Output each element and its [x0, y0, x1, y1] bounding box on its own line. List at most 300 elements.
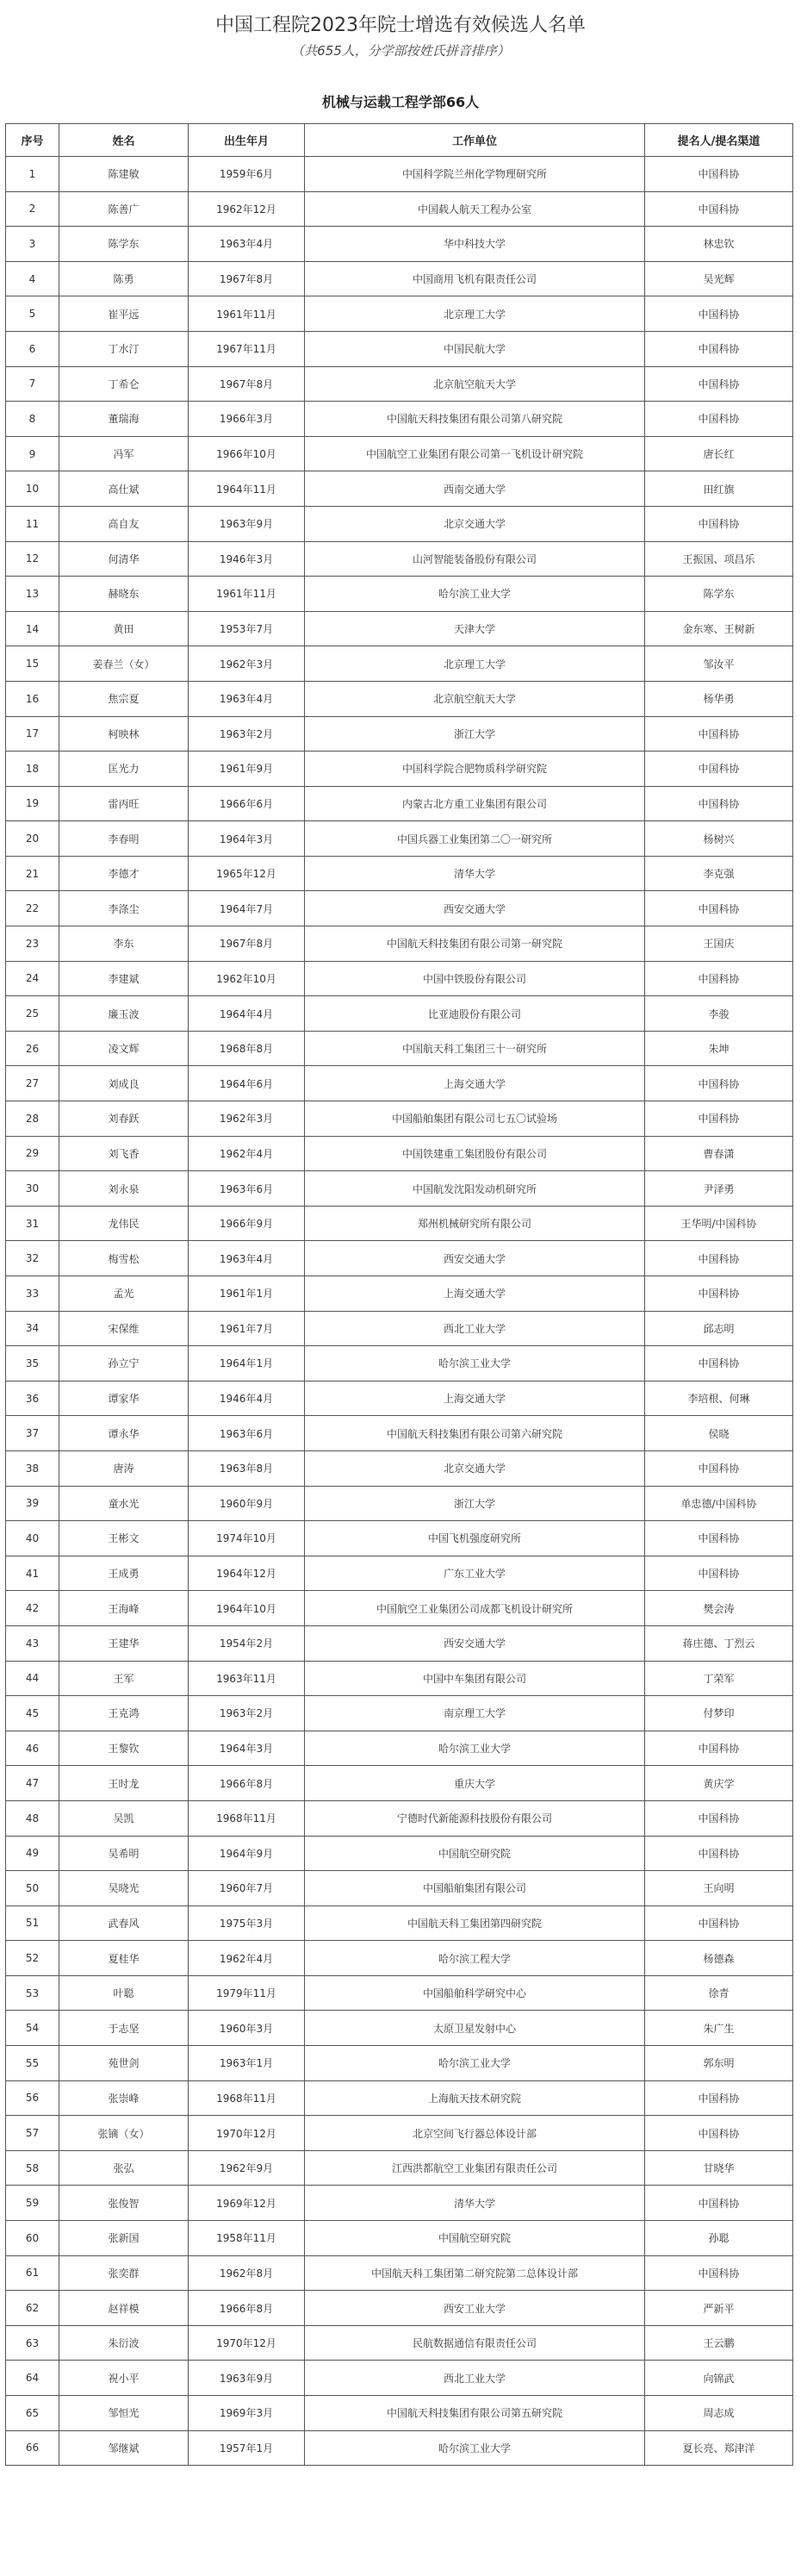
- cell-nominator: 邹汝平: [645, 646, 793, 682]
- cell-name: 谭永华: [59, 1416, 189, 1451]
- cell-index: 52: [6, 1941, 59, 1976]
- cell-index: 33: [6, 1276, 59, 1312]
- cell-index: 23: [6, 926, 59, 962]
- cell-birth: 1962年4月: [189, 1136, 305, 1171]
- cell-nominator: 中国科协: [645, 786, 793, 821]
- cell-unit: 上海交通大学: [305, 1276, 645, 1312]
- table-row: [6, 2396, 793, 2431]
- table-row: [6, 716, 793, 752]
- cell-index: 22: [6, 891, 59, 926]
- cell-index: 56: [6, 2080, 59, 2116]
- cell-index: 64: [6, 2361, 59, 2396]
- cell-birth: 1965年12月: [189, 856, 305, 891]
- cell-birth: 1966年9月: [189, 1206, 305, 1241]
- cell-name: 祝小平: [59, 2361, 189, 2396]
- cell-index: 11: [6, 506, 59, 541]
- table-row: [6, 856, 793, 891]
- cell-birth: 1962年3月: [189, 1101, 305, 1137]
- cell-name: 邹恒光: [59, 2396, 189, 2431]
- table-row: [6, 821, 793, 857]
- cell-name: 焦宗夏: [59, 681, 189, 716]
- cell-unit: 中国航天科技集团有限公司第五研究院: [305, 2396, 645, 2431]
- cell-index: 10: [6, 471, 59, 507]
- cell-birth: 1957年1月: [189, 2430, 305, 2466]
- cell-name: 梅雪松: [59, 1241, 189, 1276]
- cell-nominator: 中国科协: [645, 891, 793, 926]
- cell-birth: 1963年9月: [189, 2361, 305, 2396]
- cell-index: 7: [6, 366, 59, 402]
- page-subtitle: （共655人，分学部按姓氏拼音排序）: [291, 43, 510, 59]
- table-row: [6, 366, 793, 402]
- cell-birth: 1966年6月: [189, 786, 305, 821]
- cell-unit: 北京空间飞行器总体设计部: [305, 2116, 645, 2151]
- cell-name: 孙立宁: [59, 1346, 189, 1382]
- table-row: [6, 646, 793, 682]
- cell-unit: 广东工业大学: [305, 1556, 645, 1591]
- cell-nominator: 中国科协: [645, 2080, 793, 2116]
- cell-nominator: 蒋庄德、丁烈云: [645, 1625, 793, 1661]
- cell-nominator: 郭东明: [645, 2046, 793, 2081]
- page-title: 中国工程院2023年院士增选有效候选人名单: [215, 15, 586, 36]
- cell-unit: 中国船舶科学研究中心: [305, 1975, 645, 2011]
- cell-name: 王建华: [59, 1625, 189, 1661]
- cell-unit: 北京航空航天大学: [305, 681, 645, 716]
- cell-name: 龙伟民: [59, 1206, 189, 1241]
- cell-name: 陈学东: [59, 227, 189, 262]
- cell-birth: 1961年1月: [189, 1276, 305, 1312]
- cell-index: 2: [6, 191, 59, 227]
- table-row: [6, 891, 793, 926]
- cell-nominator: 中国科协: [645, 752, 793, 787]
- cell-index: 43: [6, 1625, 59, 1661]
- cell-name: 谭家华: [59, 1381, 189, 1416]
- cell-name: 陈勇: [59, 261, 189, 296]
- cell-nominator: 中国科协: [645, 296, 793, 332]
- cell-birth: 1954年2月: [189, 1625, 305, 1661]
- cell-unit: 山河智能装备股份有限公司: [305, 541, 645, 577]
- cell-birth: 1946年4月: [189, 1381, 305, 1416]
- cell-name: 唐涛: [59, 1450, 189, 1486]
- cell-nominator: 王云鹏: [645, 2325, 793, 2361]
- table-row: [6, 1416, 793, 1451]
- cell-birth: 1959年6月: [189, 157, 305, 192]
- cell-birth: 1970年12月: [189, 2325, 305, 2361]
- cell-name: 吴希明: [59, 1836, 189, 1871]
- cell-nominator: 黄庆学: [645, 1766, 793, 1801]
- cell-unit: 中国飞机强度研究所: [305, 1521, 645, 1556]
- cell-nominator: 吴光辉: [645, 261, 793, 296]
- cell-name: 冯军: [59, 436, 189, 471]
- cell-index: 40: [6, 1521, 59, 1556]
- table-row: [6, 2221, 793, 2256]
- cell-unit: 西北工业大学: [305, 2361, 645, 2396]
- cell-index: 48: [6, 1800, 59, 1836]
- table-row: [6, 1941, 793, 1976]
- cell-index: 15: [6, 646, 59, 682]
- cell-birth: 1975年3月: [189, 1905, 305, 1941]
- cell-unit: 中国商用飞机有限责任公司: [305, 261, 645, 296]
- cell-index: 39: [6, 1486, 59, 1521]
- table-row: [6, 1556, 793, 1591]
- cell-name: 吴晓光: [59, 1871, 189, 1906]
- section-heading: 机械与运载工程学部66人: [321, 94, 480, 110]
- cell-nominator: 中国科协: [645, 1521, 793, 1556]
- cell-unit: 南京理工大学: [305, 1696, 645, 1731]
- cell-index: 4: [6, 261, 59, 296]
- cell-unit: 哈尔滨工业大学: [305, 2430, 645, 2466]
- cell-nominator: 中国科协: [645, 366, 793, 402]
- cell-index: 32: [6, 1241, 59, 1276]
- cell-unit: 清华大学: [305, 2186, 645, 2221]
- table-row: [6, 2046, 793, 2081]
- cell-index: 37: [6, 1416, 59, 1451]
- table-row: [6, 1975, 793, 2011]
- table-row: [6, 926, 793, 962]
- cell-index: 13: [6, 577, 59, 612]
- cell-birth: 1963年6月: [189, 1171, 305, 1207]
- cell-index: 12: [6, 541, 59, 577]
- cell-nominator: 中国科协: [645, 2116, 793, 2151]
- cell-index: 20: [6, 821, 59, 857]
- cell-name: 武春风: [59, 1905, 189, 1941]
- cell-index: 25: [6, 996, 59, 1032]
- cell-nominator: 侯晓: [645, 1416, 793, 1451]
- cell-name: 姜春兰（女）: [59, 646, 189, 682]
- table-row: [6, 1591, 793, 1626]
- cell-name: 李涤尘: [59, 891, 189, 926]
- cell-birth: 1964年6月: [189, 1066, 305, 1101]
- table-row: [6, 2080, 793, 2116]
- table-row: [6, 1241, 793, 1276]
- cell-name: 张镝（女）: [59, 2116, 189, 2151]
- cell-birth: 1953年7月: [189, 611, 305, 646]
- cell-unit: 中国船舶集团有限公司七五〇试验场: [305, 1101, 645, 1137]
- table-row: [6, 2291, 793, 2326]
- header-cell-unit: 工作单位: [305, 124, 645, 157]
- cell-unit: 哈尔滨工业大学: [305, 577, 645, 612]
- cell-index: 50: [6, 1871, 59, 1906]
- cell-index: 14: [6, 611, 59, 646]
- table-row: [6, 471, 793, 507]
- cell-birth: 1960年3月: [189, 2011, 305, 2046]
- cell-index: 66: [6, 2430, 59, 2466]
- cell-unit: 西北工业大学: [305, 1311, 645, 1346]
- cell-index: 6: [6, 331, 59, 366]
- table-row: [6, 1905, 793, 1941]
- cell-nominator: 陈学东: [645, 577, 793, 612]
- cell-nominator: 孙聪: [645, 2221, 793, 2256]
- cell-name: 张新国: [59, 2221, 189, 2256]
- cell-index: 30: [6, 1171, 59, 1207]
- table-row: [6, 1625, 793, 1661]
- cell-name: 陈善广: [59, 191, 189, 227]
- cell-name: 孟光: [59, 1276, 189, 1312]
- table-row: [6, 331, 793, 366]
- cell-nominator: 向锦武: [645, 2361, 793, 2396]
- cell-birth: 1968年11月: [189, 2080, 305, 2116]
- cell-birth: 1961年9月: [189, 752, 305, 787]
- cell-name: 王海峰: [59, 1591, 189, 1626]
- table-row: [6, 1521, 793, 1556]
- cell-name: 宋保维: [59, 1311, 189, 1346]
- cell-birth: 1967年11月: [189, 331, 305, 366]
- cell-unit: 哈尔滨工业大学: [305, 1731, 645, 1766]
- cell-unit: 太原卫星发射中心: [305, 2011, 645, 2046]
- cell-index: 1: [6, 157, 59, 192]
- cell-index: 3: [6, 227, 59, 262]
- cell-unit: 中国中车集团有限公司: [305, 1661, 645, 1696]
- cell-index: 58: [6, 2150, 59, 2186]
- cell-index: 45: [6, 1696, 59, 1731]
- cell-nominator: 付梦印: [645, 1696, 793, 1731]
- cell-nominator: 徐青: [645, 1975, 793, 2011]
- cell-index: 65: [6, 2396, 59, 2431]
- cell-index: 18: [6, 752, 59, 787]
- cell-nominator: 中国科协: [645, 1800, 793, 1836]
- cell-name: 刘永泉: [59, 1171, 189, 1207]
- cell-name: 夏桂华: [59, 1941, 189, 1976]
- cell-index: 24: [6, 961, 59, 996]
- table-row: [6, 1871, 793, 1906]
- cell-name: 李德才: [59, 856, 189, 891]
- cell-unit: 西安交通大学: [305, 1625, 645, 1661]
- table-row: [6, 786, 793, 821]
- table-row: [6, 227, 793, 262]
- table-row: [6, 2325, 793, 2361]
- cell-unit: 比亚迪股份有限公司: [305, 996, 645, 1032]
- cell-birth: 1967年8月: [189, 261, 305, 296]
- cell-name: 王成勇: [59, 1556, 189, 1591]
- table-row: [6, 2361, 793, 2396]
- cell-nominator: 中国科协: [645, 1101, 793, 1137]
- table-row: [6, 1031, 793, 1066]
- cell-index: 21: [6, 856, 59, 891]
- cell-unit: 中国航天科工集团第四研究院: [305, 1905, 645, 1941]
- cell-nominator: 中国科协: [645, 2186, 793, 2221]
- cell-index: 8: [6, 402, 59, 437]
- cell-name: 王彬文: [59, 1521, 189, 1556]
- cell-nominator: 樊会涛: [645, 1591, 793, 1626]
- cell-birth: 1963年1月: [189, 2046, 305, 2081]
- cell-name: 匡光力: [59, 752, 189, 787]
- cell-name: 董瑞海: [59, 402, 189, 437]
- header-cell-index: 序号: [6, 124, 59, 157]
- cell-name: 高自友: [59, 506, 189, 541]
- cell-name: 雷丙旺: [59, 786, 189, 821]
- cell-nominator: 中国科协: [645, 331, 793, 366]
- table-row: [6, 2186, 793, 2221]
- cell-unit: 华中科技大学: [305, 227, 645, 262]
- cell-nominator: 中国科协: [645, 2255, 793, 2291]
- cell-name: 何清华: [59, 541, 189, 577]
- table-row: [6, 1766, 793, 1801]
- cell-birth: 1961年11月: [189, 296, 305, 332]
- cell-index: 5: [6, 296, 59, 332]
- cell-birth: 1962年3月: [189, 646, 305, 682]
- header-cell-name: 姓名: [59, 124, 189, 157]
- table-row: [6, 1696, 793, 1731]
- cell-nominator: 中国科协: [645, 961, 793, 996]
- cell-unit: 北京交通大学: [305, 1450, 645, 1486]
- cell-nominator: 李克强: [645, 856, 793, 891]
- table-row: [6, 436, 793, 471]
- cell-name: 陈建敏: [59, 157, 189, 192]
- cell-birth: 1963年4月: [189, 227, 305, 262]
- table-row: [6, 752, 793, 787]
- cell-unit: 中国航天科工集团三十一研究所: [305, 1031, 645, 1066]
- table-row: [6, 2430, 793, 2466]
- cell-birth: 1964年9月: [189, 1836, 305, 1871]
- table-row: [6, 611, 793, 646]
- table-row: [6, 2150, 793, 2186]
- cell-birth: 1962年10月: [189, 961, 305, 996]
- cell-index: 49: [6, 1836, 59, 1871]
- cell-index: 27: [6, 1066, 59, 1101]
- cell-name: 王黎钦: [59, 1731, 189, 1766]
- cell-nominator: 中国科协: [645, 1346, 793, 1382]
- cell-unit: 北京交通大学: [305, 506, 645, 541]
- cell-unit: 内蒙古北方重工业集团有限公司: [305, 786, 645, 821]
- table-row: [6, 1206, 793, 1241]
- cell-index: 19: [6, 786, 59, 821]
- cell-name: 刘成良: [59, 1066, 189, 1101]
- cell-birth: 1963年8月: [189, 1450, 305, 1486]
- cell-index: 29: [6, 1136, 59, 1171]
- cell-name: 童水光: [59, 1486, 189, 1521]
- cell-nominator: 曹春潇: [645, 1136, 793, 1171]
- cell-nominator: 单忠德/中国科协: [645, 1486, 793, 1521]
- cell-unit: 中国船舶集团有限公司: [305, 1871, 645, 1906]
- cell-nominator: 中国科协: [645, 1066, 793, 1101]
- cell-index: 42: [6, 1591, 59, 1626]
- cell-unit: 上海交通大学: [305, 1066, 645, 1101]
- cell-index: 26: [6, 1031, 59, 1066]
- cell-name: 张崇峰: [59, 2080, 189, 2116]
- cell-nominator: 林忠钦: [645, 227, 793, 262]
- cell-birth: 1963年2月: [189, 1696, 305, 1731]
- cell-index: 28: [6, 1101, 59, 1137]
- cell-birth: 1964年3月: [189, 1731, 305, 1766]
- cell-unit: 郑州机械研究所有限公司: [305, 1206, 645, 1241]
- cell-name: 赫晓东: [59, 577, 189, 612]
- cell-index: 44: [6, 1661, 59, 1696]
- table-body: [6, 157, 793, 2466]
- cell-nominator: 中国科协: [645, 716, 793, 752]
- cell-name: 丁水汀: [59, 331, 189, 366]
- cell-index: 60: [6, 2221, 59, 2256]
- table-row: [6, 996, 793, 1032]
- cell-name: 吴凯: [59, 1800, 189, 1836]
- cell-name: 王军: [59, 1661, 189, 1696]
- cell-birth: 1958年11月: [189, 2221, 305, 2256]
- cell-unit: 浙江大学: [305, 716, 645, 752]
- cell-unit: 西安交通大学: [305, 891, 645, 926]
- cell-unit: 中国铁建重工集团股份有限公司: [305, 1136, 645, 1171]
- cell-index: 51: [6, 1905, 59, 1941]
- cell-birth: 1963年4月: [189, 1241, 305, 1276]
- cell-birth: 1969年12月: [189, 2186, 305, 2221]
- cell-index: 34: [6, 1311, 59, 1346]
- cell-name: 丁希仑: [59, 366, 189, 402]
- cell-unit: 中国兵器工业集团第二〇一研究所: [305, 821, 645, 857]
- cell-unit: 清华大学: [305, 856, 645, 891]
- cell-unit: 中国航空研究院: [305, 1836, 645, 1871]
- header-cell-nominator: 提名人/提名渠道: [645, 124, 793, 157]
- cell-nominator: 中国科协: [645, 157, 793, 192]
- cell-unit: 中国航天科技集团有限公司第六研究院: [305, 1416, 645, 1451]
- cell-nominator: 甘晓华: [645, 2150, 793, 2186]
- cell-nominator: 王华明/中国科协: [645, 1206, 793, 1241]
- cell-nominator: 中国科协: [645, 1241, 793, 1276]
- cell-birth: 1979年11月: [189, 1975, 305, 2011]
- cell-nominator: 王振国、项昌乐: [645, 541, 793, 577]
- cell-unit: 天津大学: [305, 611, 645, 646]
- cell-birth: 1966年10月: [189, 436, 305, 471]
- cell-birth: 1962年9月: [189, 2150, 305, 2186]
- cell-name: 崔平远: [59, 296, 189, 332]
- cell-name: 张俊智: [59, 2186, 189, 2221]
- cell-unit: 中国航发沈阳发动机研究所: [305, 1171, 645, 1207]
- table-row: [6, 1450, 793, 1486]
- table-row: [6, 1136, 793, 1171]
- cell-nominator: 严新平: [645, 2291, 793, 2326]
- cell-index: 63: [6, 2325, 59, 2361]
- cell-birth: 1964年10月: [189, 1591, 305, 1626]
- table-row: [6, 1381, 793, 1416]
- cell-unit: 哈尔滨工业大学: [305, 2046, 645, 2081]
- cell-unit: 中国航空工业集团公司成都飞机设计研究所: [305, 1591, 645, 1626]
- cell-name: 刘春跃: [59, 1101, 189, 1137]
- cell-birth: 1969年3月: [189, 2396, 305, 2431]
- cell-nominator: 李培根、何琳: [645, 1381, 793, 1416]
- cell-nominator: 田红旗: [645, 471, 793, 507]
- cell-name: 李东: [59, 926, 189, 962]
- table-row: [6, 1800, 793, 1836]
- cell-nominator: 中国科协: [645, 191, 793, 227]
- cell-birth: 1964年4月: [189, 996, 305, 1032]
- cell-unit: 中国航空工业集团有限公司第一飞机设计研究院: [305, 436, 645, 471]
- cell-birth: 1962年4月: [189, 1941, 305, 1976]
- cell-unit: 中国民航大学: [305, 331, 645, 366]
- cell-birth: 1966年3月: [189, 402, 305, 437]
- table-row: [6, 577, 793, 612]
- cell-index: 57: [6, 2116, 59, 2151]
- cell-name: 李春明: [59, 821, 189, 857]
- cell-nominator: 中国科协: [645, 506, 793, 541]
- cell-birth: 1967年8月: [189, 366, 305, 402]
- cell-nominator: 中国科协: [645, 402, 793, 437]
- table-row: [6, 2011, 793, 2046]
- cell-birth: 1961年11月: [189, 577, 305, 612]
- cell-nominator: 邱志明: [645, 1311, 793, 1346]
- cell-index: 36: [6, 1381, 59, 1416]
- cell-birth: 1968年8月: [189, 1031, 305, 1066]
- cell-name: 朱衍波: [59, 2325, 189, 2361]
- cell-nominator: 朱坤: [645, 1031, 793, 1066]
- cell-unit: 中国科学院兰州化学物理研究所: [305, 157, 645, 192]
- table-row: [6, 1311, 793, 1346]
- cell-unit: 西安交通大学: [305, 1241, 645, 1276]
- cell-unit: 中国航天科技集团有限公司第一研究院: [305, 926, 645, 962]
- cell-birth: 1963年2月: [189, 716, 305, 752]
- candidate-table: [5, 123, 793, 2466]
- cell-unit: 江西洪都航空工业集团有限责任公司: [305, 2150, 645, 2186]
- cell-birth: 1963年11月: [189, 1661, 305, 1696]
- cell-unit: 哈尔滨工程大学: [305, 1941, 645, 1976]
- cell-unit: 北京理工大学: [305, 296, 645, 332]
- table-row: [6, 1101, 793, 1137]
- cell-birth: 1962年8月: [189, 2255, 305, 2291]
